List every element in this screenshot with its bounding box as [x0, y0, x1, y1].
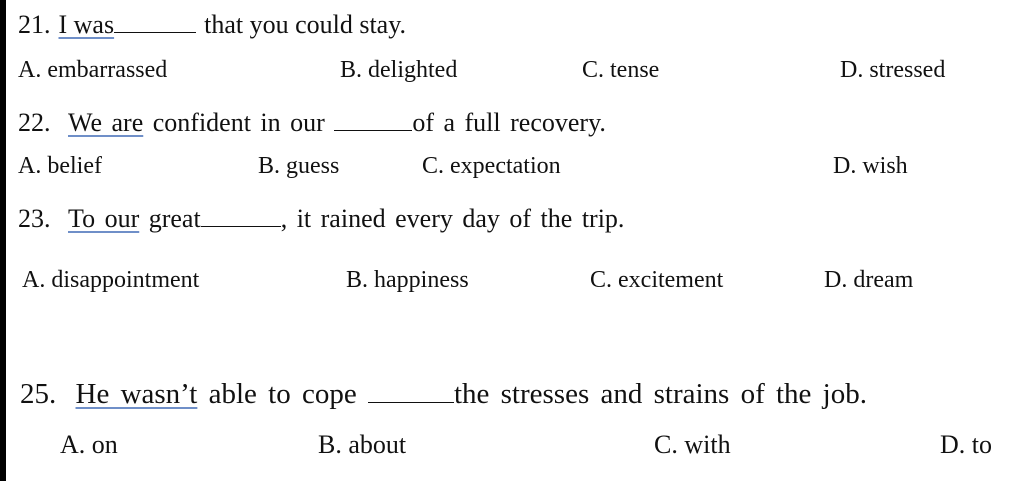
option-d[interactable]: D. dream	[824, 267, 914, 293]
question-number: 25.	[20, 378, 57, 410]
option-c[interactable]: C. tense	[582, 57, 660, 83]
stem-text: the stresses and strains of the job.	[453, 378, 867, 410]
stem-text: confident in our	[152, 108, 325, 137]
stem-text: able to cope	[208, 378, 357, 410]
option-d[interactable]: D. stressed	[840, 57, 946, 83]
answer-blank[interactable]	[201, 204, 281, 227]
stem-text: , it rained every day of the trip.	[280, 204, 625, 233]
option-c[interactable]: C. excitement	[590, 267, 724, 293]
question-23-stem	[18, 204, 624, 232]
question-21-stem	[18, 10, 406, 38]
answer-blank[interactable]	[334, 108, 412, 131]
underlined-phrase: We are	[68, 108, 144, 137]
option-b[interactable]: B. about	[318, 430, 407, 459]
underlined-phrase: I was	[58, 10, 115, 39]
option-a[interactable]: A. belief	[18, 153, 102, 179]
option-c[interactable]: C. with	[654, 430, 731, 459]
option-b[interactable]: B. guess	[258, 153, 340, 179]
question-22-stem	[18, 108, 606, 136]
option-a[interactable]: A. disappointment	[22, 267, 200, 293]
question-number: 23.	[18, 204, 51, 233]
stem-text: of a full recovery.	[412, 108, 606, 137]
answer-blank[interactable]	[114, 10, 196, 33]
answer-blank[interactable]	[368, 378, 454, 403]
question-number: 22.	[18, 108, 51, 137]
option-b[interactable]: B. happiness	[346, 267, 469, 293]
option-a[interactable]: A. embarrassed	[18, 57, 168, 83]
stem-text: great	[148, 204, 201, 233]
question-number: 21.	[18, 10, 51, 39]
question-25-stem	[20, 378, 867, 409]
option-d[interactable]: D. to	[940, 430, 992, 459]
underlined-phrase: To our	[68, 204, 140, 233]
option-a[interactable]: A. on	[60, 430, 118, 459]
option-c[interactable]: C. expectation	[422, 153, 561, 179]
left-edge-strip	[0, 0, 6, 481]
option-b[interactable]: B. delighted	[340, 57, 458, 83]
stem-text: that you could stay.	[204, 10, 407, 39]
underlined-phrase: He wasn’t	[75, 378, 198, 410]
option-d[interactable]: D. wish	[833, 153, 908, 179]
